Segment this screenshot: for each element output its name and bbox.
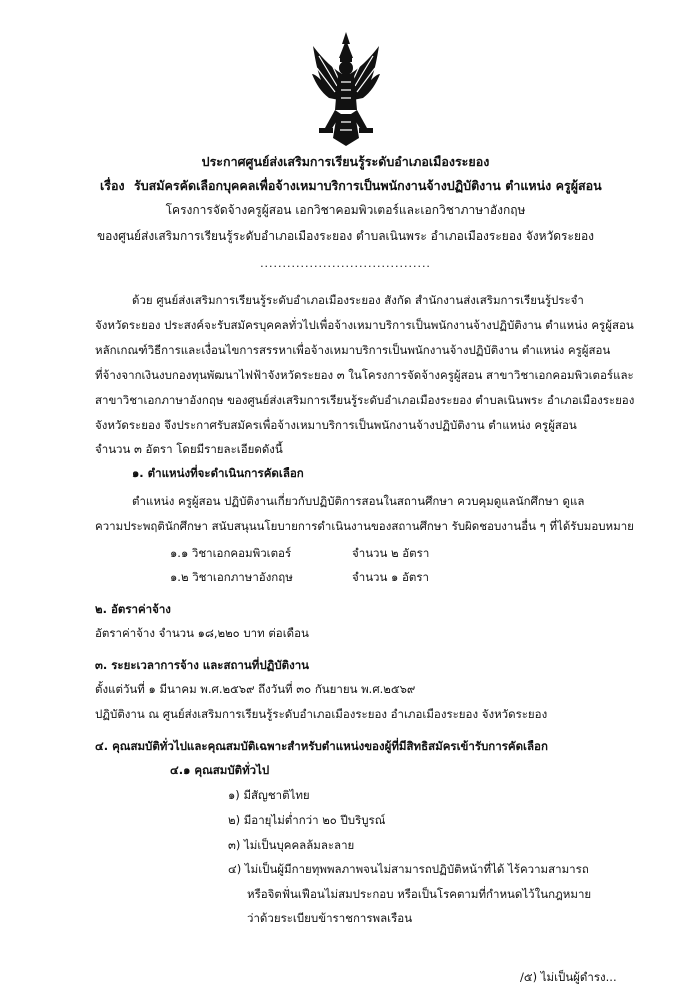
section4-subheading: ๔.๑ คุณสมบัติทั่วไป [170, 763, 270, 777]
section2-heading: ๒. อัตราค่าจ้าง [95, 602, 171, 616]
qualification-item: ๒) มีอายุไม่ต่ำกว่า ๒๐ ปีบริบูรณ์ [228, 813, 386, 827]
intro-line: จังหวัดระยอง ประสงค์จะรับสมัครบุคคลทั่วไปเพื่อจ้างเหมาบริการเป็นพนักงานจ้างปฏิบัติงาน ตำแหน่ง ครูผู้สอน [95, 318, 634, 332]
position-label: ๑.๒ วิชาเอกภาษาอังกฤษ [170, 570, 293, 584]
position-label: ๑.๑ วิชาเอกคอมพิวเตอร์ [170, 546, 292, 560]
garuda-emblem [311, 30, 381, 148]
intro-line: ด้วย ศูนย์ส่งเสริมการเรียนรู้ระดับอำเภอเมืองระยอง สังกัด สำนักงานส่งเสริมการเรียนรู้ประจำ [132, 293, 584, 307]
section3-heading: ๓. ระยะเวลาการจ้าง และสถานที่ปฏิบัติงาน [95, 658, 310, 672]
section1-desc: ความประพฤตินักศึกษา สนับสนุนนโยบายการดำเนินงานของสถานศึกษา รับผิดชอบงานอื่น ๆ ที่ได้รับมอบหมาย [95, 519, 634, 533]
section1-heading: ๑. ตำแหน่งที่จะดำเนินการคัดเลือก [132, 466, 304, 480]
intro-line: ที่จ้างจากเงินงบกองทุนพัฒนาไฟฟ้าจังหวัดระยอง ๓ ในโครงการจัดจ้างครูผู้สอน สาขาวิชาเอกคอมพิวเตอร์และ [95, 368, 634, 382]
employment-period: ตั้งแต่วันที่ ๑ มีนาคม พ.ศ.๒๕๖๙ ถึงวันที่ ๓๐ กันยายน พ.ศ.๒๕๖๙ [95, 682, 416, 696]
intro-line: สาขาวิชาเอกภาษาอังกฤษ ของศูนย์ส่งเสริมการเรียนรู้ระดับอำเภอเมืองระยอง ตำบลเนินพระ อำเภอเมืองระยอง [95, 393, 635, 407]
qualification-item: ๔) ไม่เป็นผู้มีกายทุพพลภาพจนไม่สามารถปฏิบัติหน้าที่ได้ ไร้ความสามารถ [228, 862, 589, 876]
subject-label: เรื่อง [100, 178, 125, 193]
header-separator: ...................................... [260, 257, 431, 270]
project-line: โครงการจัดจ้างครูผู้สอน เอกวิชาคอมพิวเตอร์และเอกวิชาภาษาอังกฤษ [165, 203, 526, 217]
qualification-item-continued: หรือจิตฟั่นเฟือนไม่สมประกอบ หรือเป็นโรคตามที่กำหนดไว้ในกฎหมาย [247, 887, 592, 901]
position-count: จำนวน ๑ อัตรา [352, 570, 429, 584]
page-continuation: /๕) ไม่เป็นผู้ดำรง... [520, 970, 617, 984]
qualification-item-continued: ว่าด้วยระเบียบข้าราชการพลเรือน [247, 911, 413, 925]
intro-line: จังหวัดระยอง จึงประกาศรับสมัครเพื่อจ้างเหมาบริการเป็นพนักงานจ้างปฏิบัติงาน ตำแหน่ง ครูผู้สอน [95, 418, 577, 432]
position-count: จำนวน ๒ อัตรา [352, 546, 430, 560]
qualification-item: ๑) มีสัญชาติไทย [228, 788, 310, 802]
work-location: ปฏิบัติงาน ณ ศูนย์ส่งเสริมการเรียนรู้ระดับอำเภอเมืองระยอง อำเภอเมืองระยอง จังหวัดระยอง [95, 707, 548, 721]
document-title: ประกาศศูนย์ส่งเสริมการเรียนรู้ระดับอำเภอเมืองระยอง [201, 154, 490, 169]
intro-line: หลักเกณฑ์วิธีการและเงื่อนไขการสรรหาเพื่อจ้างเหมาบริการเป็นพนักงานจ้างปฏิบัติงาน ตำแหน่ง ครูผู้สอน [95, 343, 611, 357]
section1-desc: ตำแหน่ง ครูผู้สอน ปฏิบัติงานเกี่ยวกับปฏิบัติการสอนในสถานศึกษา ควบคุมดูแลนักศึกษา ดูแล [132, 494, 585, 508]
organization-line: ของศูนย์ส่งเสริมการเรียนรู้ระดับอำเภอเมืองระยอง ตำบลเนินพระ อำเภอเมืองระยอง จังหวัดระยอง [96, 229, 595, 243]
subject-line: รับสมัครคัดเลือกบุคคลเพื่อจ้างเหมาบริการเป็นพนักงานจ้างปฏิบัติงาน ตำแหน่ง ครูผู้สอน [134, 178, 602, 193]
section4-heading: ๔. คุณสมบัติทั่วไปและคุณสมบัติเฉพาะสำหรับตำแหน่งของผู้ที่มีสิทธิสมัครเข้ารับการคัดเลือก [95, 739, 548, 753]
wage-text: อัตราค่าจ้าง จำนวน ๑๘,๒๒๐ บาท ต่อเดือน [95, 626, 309, 640]
qualification-item: ๓) ไม่เป็นบุคคลล้มละลาย [228, 838, 355, 852]
intro-line: จำนวน ๓ อัตรา โดยมีรายละเอียดดังนี้ [95, 442, 283, 456]
